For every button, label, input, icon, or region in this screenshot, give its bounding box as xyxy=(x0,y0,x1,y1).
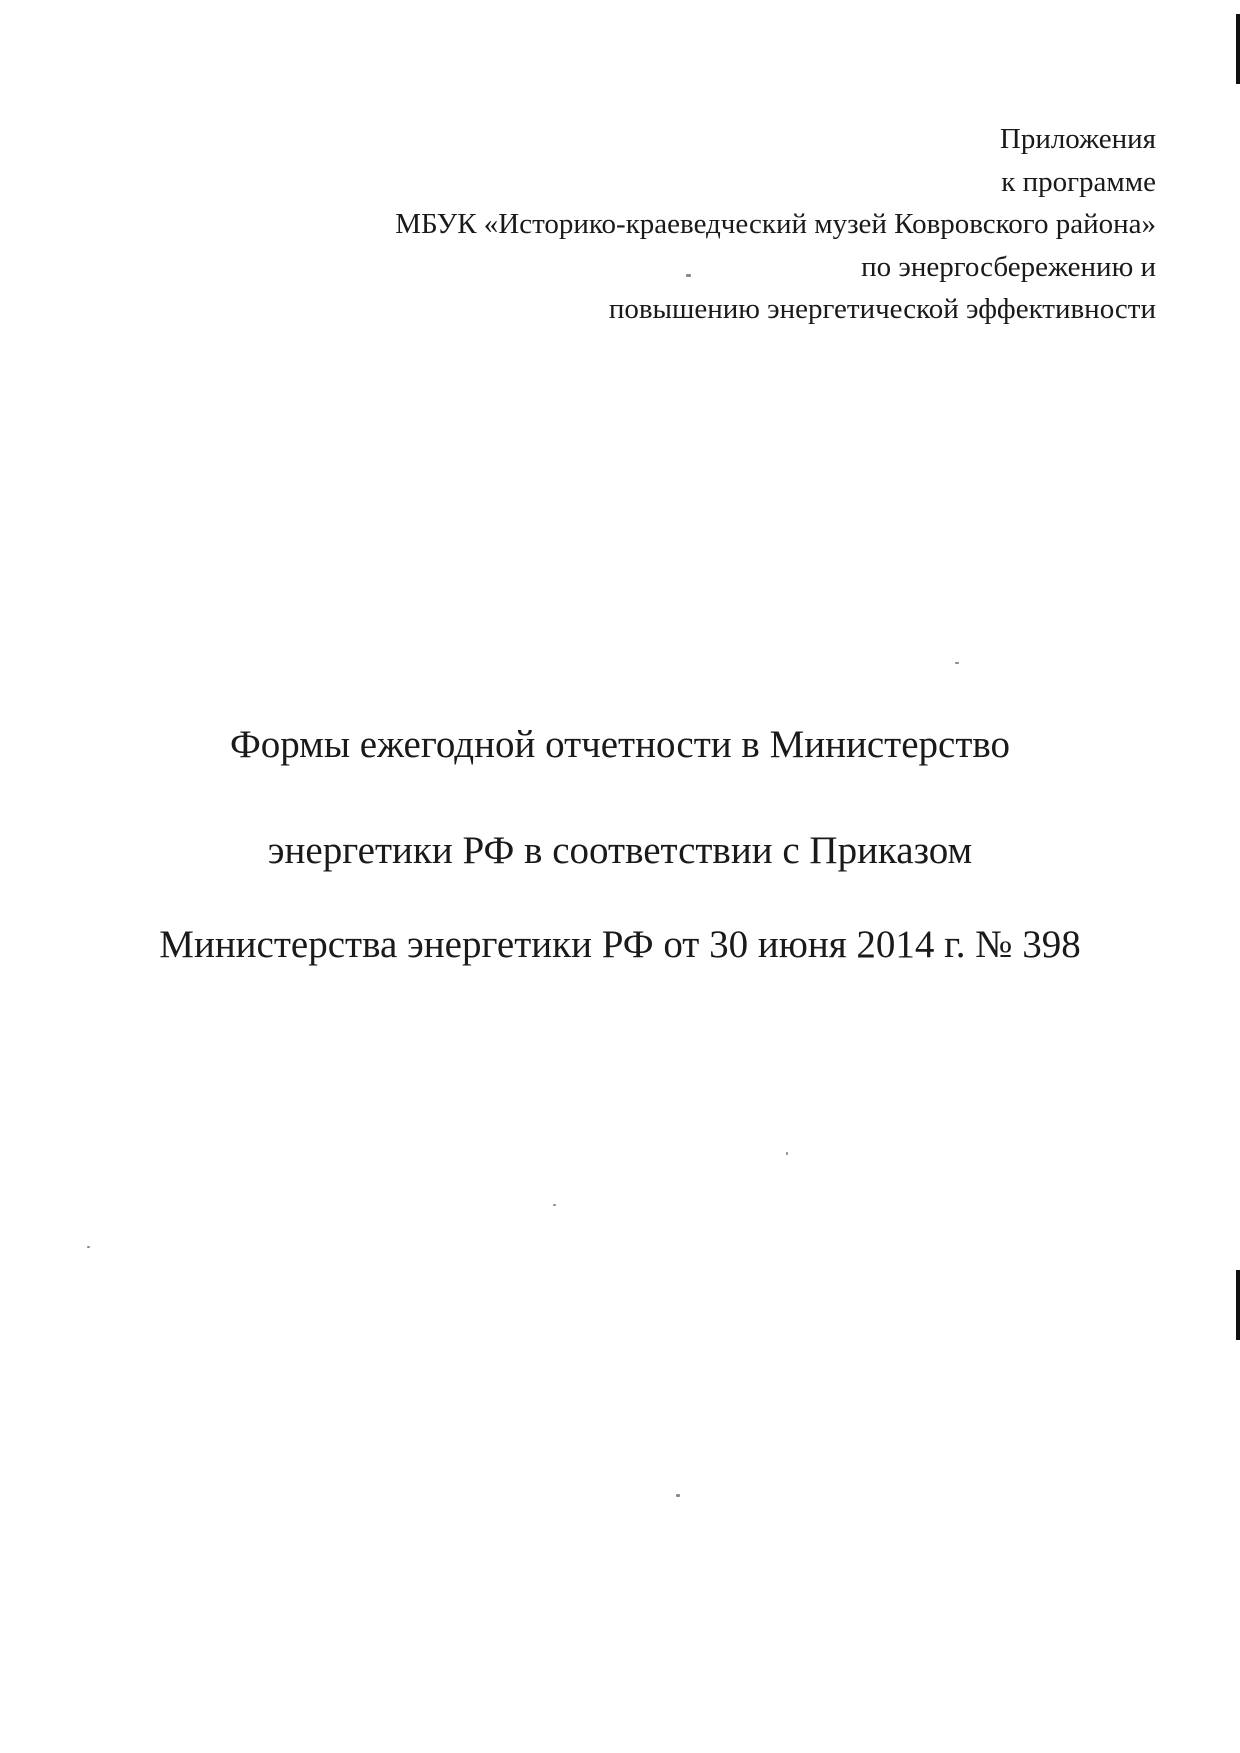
title-line-3: Министерства энергетики РФ от 30 июня 2014 г. № 398 xyxy=(159,923,1081,966)
appendix-header xyxy=(156,118,1156,331)
scan-edge-mark xyxy=(1236,14,1240,84)
scan-speck xyxy=(686,274,691,277)
scan-edge-mark xyxy=(1236,1270,1240,1340)
header-line-appendices: Приложения xyxy=(999,123,1156,155)
scan-speck xyxy=(786,1152,788,1155)
header-line-to-program: к программе xyxy=(1001,165,1156,198)
header-line-organization: МБУК «Историко-краеведческий музей Ковровского района» xyxy=(395,208,1156,240)
scan-speck xyxy=(676,1494,680,1497)
scan-speck xyxy=(87,1246,90,1248)
header-line-efficiency: повышению энергетической эффективности xyxy=(608,293,1156,325)
scan-speck xyxy=(955,662,959,664)
title-line-2: энергетики РФ в соответствии с Приказом xyxy=(267,829,973,872)
title-line-1: Формы ежегодной отчетности в Министерство xyxy=(229,723,1011,766)
scan-speck xyxy=(553,1204,556,1206)
header-line-energy-saving: по энергосбережению и xyxy=(861,250,1156,283)
